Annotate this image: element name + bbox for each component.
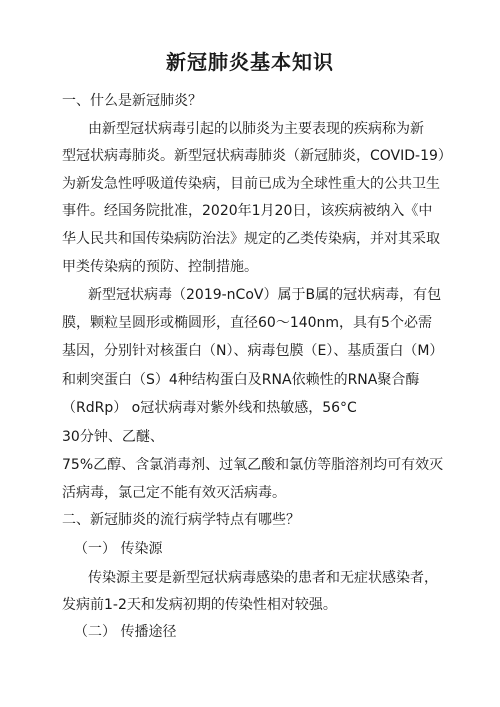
paragraph-1-line-2: 型冠状病毒肺炎。新型冠状病毒肺炎（新冠肺炎，COVID-19） <box>62 148 452 164</box>
paragraph-3-line-1: 传染源主要是新型冠状病毒感染的患者和无症状感染者， <box>88 570 438 586</box>
paragraph-2-line-5: （RdRp） o冠状病毒对紫外线和热敏感，56°C <box>62 400 357 416</box>
paragraph-2-line-8: 活病毒，氯己定不能有效灭活病毒。 <box>62 485 286 501</box>
section-heading-2: 二、新冠肺炎的流行病学特点有哪些？ <box>62 512 300 528</box>
subsection-heading-2: （二） 传播途径 <box>74 624 177 640</box>
paragraph-2-line-6: 30分钟、乙醚、 <box>62 429 164 445</box>
section-heading-1: 一、什么是新冠肺炎？ <box>62 93 202 109</box>
paragraph-1-line-5: 华人民共和国传染病防治法》规定的乙类传染病，并对其采取 <box>62 231 440 247</box>
paragraph-1-line-3: 为新发急性呼吸道传染病，目前已成为全球性重大的公共卫生 <box>62 176 440 192</box>
paragraph-2-line-3: 基因，分别针对核蛋白（N）、病毒包膜（E）、基质蛋白（M） <box>62 343 444 359</box>
paragraph-1-line-6: 甲类传染病的预防、控制措施。 <box>62 259 258 275</box>
paragraph-2-line-7: 75%乙醇、含氯消毒剂、过氧乙酸和氯仿等脂溶剂均可有效灭 <box>62 457 444 473</box>
paragraph-1-line-1: 由新型冠状病毒引起的以肺炎为主要表现的疾病称为新 <box>88 121 424 137</box>
paragraph-2-line-1: 新型冠状病毒（2019-nCoV）属于B属的冠状病毒，有包 <box>88 287 442 303</box>
paragraph-1-line-4: 事件。经国务院批准，2020年1月20日，该疾病被纳入《中 <box>62 203 433 219</box>
paragraph-2-line-4: 和刺突蛋白（S）4种结构蛋白及RNA依赖性的RNA聚合酶 <box>62 372 420 388</box>
document-title: 新冠肺炎基本知识 <box>166 50 334 74</box>
subsection-heading-1: （一） 传染源 <box>74 541 163 557</box>
paragraph-2-line-2: 膜，颗粒呈圆形或椭圆形，直径60～140nm，具有5个必需 <box>62 315 432 331</box>
paragraph-3-line-2: 发病前1-2天和发病初期的传染性相对较强。 <box>62 597 337 613</box>
